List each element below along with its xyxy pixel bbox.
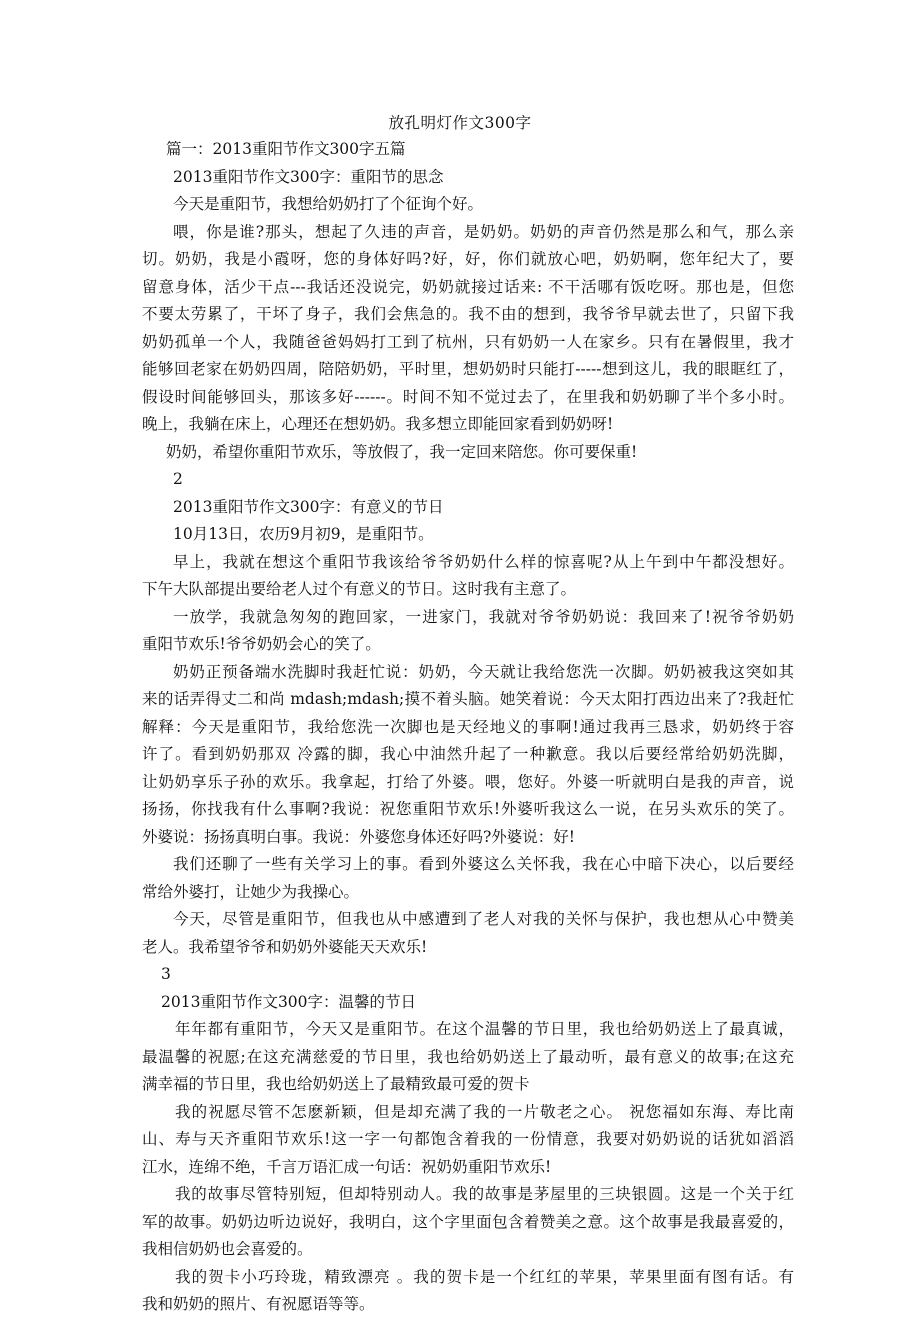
paragraph-line: 奶奶，希望你重阳节欢乐，等放假了，我一定回来陪您。你可要保重! bbox=[166, 442, 638, 461]
paragraph-line: 来的话弄得丈二和尚 mdash;mdash;摸不着头脑。她笑着说：今天太阳打西边出来了?我赶忙 bbox=[142, 690, 794, 708]
section-number: 2 bbox=[173, 470, 183, 488]
paragraph-line: 今天是重阳节，我想给奶奶打了个征询个好。 bbox=[173, 195, 484, 213]
paragraph-line: 让奶奶享乐子孙的欢乐。我拿起，打给了外婆。喂，您好。外婆一听就明白是我的声音，说 bbox=[142, 772, 794, 791]
paragraph-line: 重阳节欢乐!爷爷奶奶会心的笑了。 bbox=[142, 635, 381, 653]
paragraph-line: 扬扬，你找我有什么事啊?我说：祝您重阳节欢乐!外婆听我这么一说，在另头欢乐的笑了。 bbox=[142, 800, 794, 818]
section-number: 3 bbox=[161, 965, 171, 983]
essay-title: 2013重阳节作文300字：温馨的节日 bbox=[161, 992, 417, 1011]
section-heading: 篇一：2013重阳节作文300字五篇 bbox=[166, 140, 406, 158]
paragraph-line: 假设时间能够回头，那该多好------。时间不知不觉过去了，在里我和奶奶聊了半个多小时。 bbox=[142, 387, 794, 406]
paragraph-line: 奶奶孤单一个人，我随爸爸妈妈打工到了杭州，只有奶奶一人在家乡。只有在暑假里，我才 bbox=[142, 332, 794, 351]
paragraph-line: 许了。看到奶奶那双 冷露的脚，我心中油然升起了一种歉意。我以后要经常给奶奶洗脚， bbox=[142, 745, 794, 763]
paragraph-line: 常给外婆打，让她少为我操心。 bbox=[142, 882, 360, 901]
paragraph-line: 解释：今天是重阳节，我给您洗一次脚也是天经地义的事啊!通过我再三恳求，奶奶终于容 bbox=[142, 717, 794, 736]
paragraph-line: 满幸福的节日里，我也给奶奶送上了最精致最可爱的贺卡 bbox=[142, 1075, 530, 1093]
paragraph-line: 下午大队部提出要给老人过个有意义的节日。这时我有主意了。 bbox=[142, 580, 577, 598]
paragraph-line: 一放学，我就急匆匆的跑回家，一进家门，我就对爷爷奶奶说：我回来了!祝爷爷奶奶 bbox=[173, 607, 794, 626]
paragraph-line: 我的贺卡小巧玲珑，精致漂亮 。我的贺卡是一个红红的苹果，苹果里面有图有话。有 bbox=[175, 1267, 794, 1286]
essay-title: 2013重阳节作文300字：重阳节的思念 bbox=[173, 167, 444, 186]
paragraph-line: 外婆说：扬扬真明白事。我说：外婆您身体还好吗?外婆说：好! bbox=[142, 827, 576, 846]
paragraph-line: 喂，你是谁?那头，想起了久违的声音，是奶奶。奶奶的声音仍然是那么和气，那么亲 bbox=[173, 222, 794, 241]
essay-title: 2013重阳节作文300字：有意义的节日 bbox=[173, 497, 444, 516]
paragraph-line: 江水，连绵不绝，千言万语汇成一句话：祝奶奶重阳节欢乐! bbox=[142, 1157, 552, 1176]
document-body bbox=[142, 136, 794, 1319]
paragraph-line: 切。奶奶，我是小霞呀，您的身体好吗?好，好，你们就放心吧，奶奶啊，您年纪大了，要 bbox=[142, 250, 794, 268]
paragraph-line: 不要太劳累了，干坏了身子，我们会焦急的。我不由的想到，我爷爷早就去世了，只留下我 bbox=[142, 305, 794, 323]
paragraph-line: 晚上，我躺在床上，心理还在想奶奶。我多想立即能回家看到奶奶呀! bbox=[142, 415, 614, 433]
paragraph-line: 我的祝愿尽管不怎麽新颖，但是却充满了我的一片敬老之心。 祝您福如东海、寿比南 bbox=[175, 1102, 794, 1121]
paragraph-line: 我相信奶奶也会喜爱的。 bbox=[142, 1240, 313, 1258]
paragraph-line: 老人。我希望爷爷和奶奶外婆能天天欢乐! bbox=[142, 937, 428, 956]
paragraph-line: 最温馨的祝愿;在这充满慈爱的节日里，我也给奶奶送上了最动听，最有意义的故事;在这充 bbox=[142, 1047, 794, 1066]
paragraph-line: 能够回老家在奶奶四周，陪陪奶奶，平时里，想奶奶时只能打-----想到这儿，我的眼眶红了， bbox=[142, 360, 794, 378]
paragraph-line: 我的故事尽管特别短，但却特别动人。我的故事是茅屋里的三块银圆。这是一个关于红 bbox=[175, 1185, 794, 1203]
paragraph-line: 年年都有重阳节，今天又是重阳节。在这个温馨的节日里，我也给奶奶送上了最真诚， bbox=[175, 1020, 794, 1038]
paragraph-line: 奶奶正预备端水洗脚时我赶忙说：奶奶，今天就让我给您洗一次脚。奶奶被我这突如其 bbox=[173, 662, 794, 681]
paragraph-line: 山、寿与天齐重阳节欢乐!这一字一句都饱含着我的一份情意，我要对奶奶说的话犹如滔滔 bbox=[142, 1130, 794, 1148]
document-title: 放孔明灯作文300字 bbox=[388, 114, 532, 132]
paragraph-line: 今天，尽管是重阳节，但我也从中感遭到了老人对我的关怀与保护，我也想从心中赞美 bbox=[173, 910, 794, 928]
paragraph-line: 我们还聊了一些有关学习上的事。看到外婆这么关怀我，我在心中暗下决心，以后要经 bbox=[173, 855, 794, 873]
paragraph-line: 我和奶奶的照片、有祝愿语等等。 bbox=[142, 1295, 375, 1313]
paragraph-line: 军的故事。奶奶边听边说好，我明白，这个字里面包含着赞美之意。这个故事是我最喜爱的， bbox=[142, 1212, 794, 1231]
paragraph-line: 留意身体，活少干点---我话还没说完，奶奶就接过话来: 不干活哪有饭吃呀。那也是，但您 bbox=[142, 277, 794, 296]
paragraph-line: 早上，我就在想这个重阳节我该给爷爷奶奶什么样的惊喜呢?从上午到中午都没想好。 bbox=[173, 552, 794, 571]
paragraph-line: 10月13日，农历9月初9，是重阳节。 bbox=[173, 525, 434, 543]
